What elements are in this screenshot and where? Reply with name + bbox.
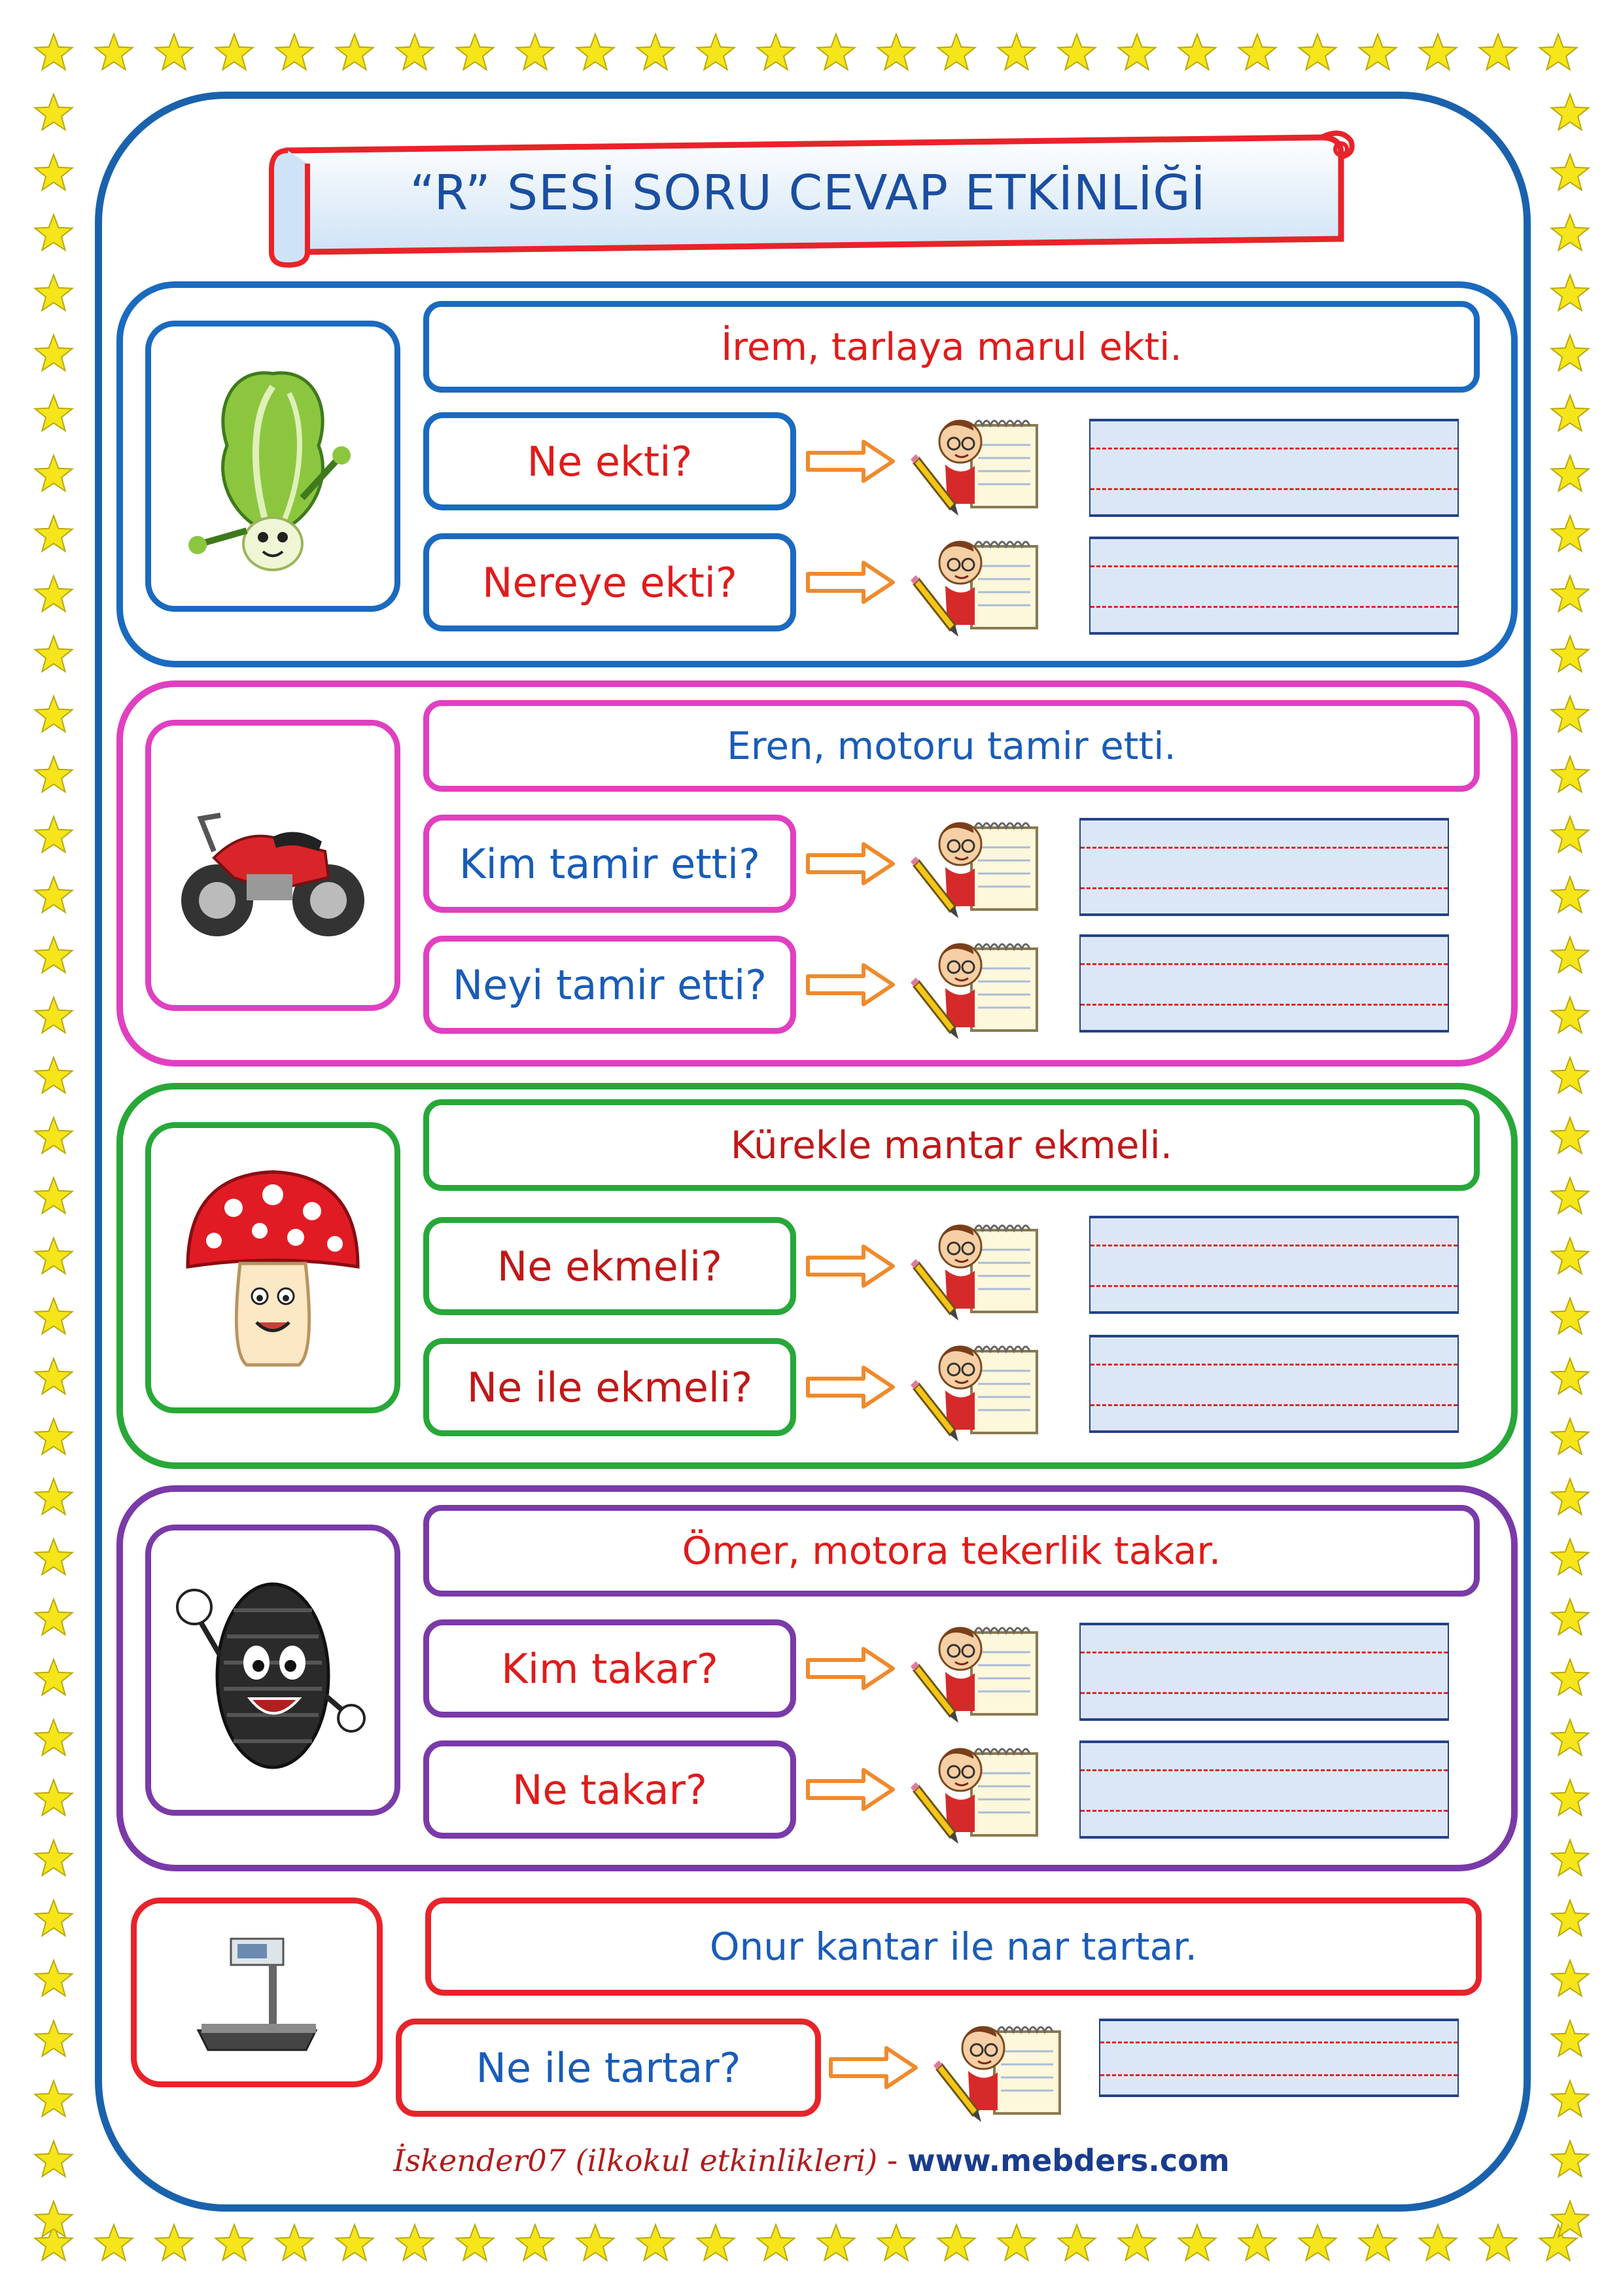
star-icon [1552,696,1589,732]
star-icon [35,154,73,190]
star-icon [35,1479,73,1514]
scale-icon [185,1926,329,2059]
guide-line [1091,488,1457,490]
guide-line [1091,1245,1457,1246]
star-icon [35,2225,73,2260]
question-box: Ne ile tartar? [396,2019,821,2117]
star-icon [276,2225,313,2260]
question-box: Ne ekmeli? [423,1217,796,1315]
star-icon [35,877,73,912]
star-icon [96,34,133,69]
star-icon [35,1118,73,1153]
star-icon [1552,1599,1589,1634]
star-icon [1552,215,1589,250]
star-icon [1552,395,1589,431]
star-icon [1552,1419,1589,1454]
star-icon [1552,1780,1589,1815]
answer-lines[interactable] [1089,537,1459,635]
star-icon [216,34,253,69]
star-icon [1552,275,1589,310]
star-icon [1299,34,1336,69]
star-icon [1179,2225,1216,2260]
pencil-notepad-icon [909,1734,1047,1845]
star-icon [35,696,73,732]
arrow-right-icon [805,1646,896,1691]
star-icon [396,2225,434,2260]
star-icon [276,34,313,69]
star-icon [1239,34,1276,69]
star-icon [35,1298,73,1333]
star-icon [35,1238,73,1273]
star-icon [1552,1057,1589,1093]
star-icon [156,34,193,69]
pencil-notepad-icon [909,406,1047,517]
star-icon [1552,1720,1589,1755]
sentence-box: Ömer, motora tekerlik takar. [423,1505,1480,1597]
arrow-right-icon [805,1243,896,1289]
answer-lines[interactable] [1089,419,1459,517]
star-icon [35,1840,73,1875]
motorcycle-icon [175,779,371,952]
star-icon [1359,34,1397,69]
star-icon [1058,2225,1096,2260]
pencil-notepad-icon [932,2012,1070,2123]
star-icon [1552,455,1589,491]
guide-line [1100,2074,1457,2076]
page-title: “R” SESİ SORU CEVAP ETKİNLİĞİ [410,165,1206,221]
star-icon [1552,877,1589,912]
answer-lines[interactable] [1079,1623,1449,1721]
pencil-notepad-icon [909,808,1047,919]
question-box: Ne ile ekmeli? [423,1338,796,1436]
star-icon [35,937,73,972]
star-icon [1552,756,1589,792]
star-icon [1552,2081,1589,2116]
star-icon [1552,1298,1589,1333]
star-icon [1552,1118,1589,1153]
star-icon [35,636,73,671]
star-icon [35,1057,73,1093]
star-icon [637,34,674,69]
star-icon [35,34,73,69]
star-icon [818,2225,855,2260]
footer-site-link[interactable]: www.mebders.com [907,2143,1230,2178]
guide-line [1081,1651,1448,1653]
star-icon [1552,997,1589,1033]
picture-box [131,1898,383,2087]
pencil-notepad-icon [909,527,1047,638]
arrow-right-icon [828,2045,919,2091]
question-box: Ne ekti? [423,412,796,510]
footer-separator: - [877,2143,908,2178]
star-icon [457,2225,494,2260]
star-icon [1552,1960,1589,1996]
star-icon [1420,2225,1457,2260]
arrow-right-icon [805,438,896,484]
star-icon [1420,34,1457,69]
star-icon [1552,335,1589,370]
star-icon [35,817,73,852]
question-box: Kim tamir etti? [423,815,796,913]
star-icon [998,2225,1036,2260]
star-icon [1359,2225,1397,2260]
star-icon [1552,1178,1589,1213]
star-icon [1552,1900,1589,1935]
star-icon [1119,34,1156,69]
star-icon [1552,1539,1589,1574]
star-icon [35,2081,73,2116]
star-icon [336,2225,374,2260]
lettuce-icon [175,347,371,586]
arrow-right-icon [805,559,896,605]
star-icon [1552,636,1589,671]
star-icon [1239,2225,1276,2260]
arrow-right-icon [805,841,896,887]
star-icon [35,1358,73,1394]
star-icon [1552,1479,1589,1514]
question-box: Nereye ekti? [423,533,796,631]
star-icon [216,2225,253,2260]
guide-line [1091,1285,1457,1287]
picture-box [145,720,400,1011]
star-icon [697,34,735,69]
star-icon [35,516,73,551]
picture-box [145,321,400,612]
arrow-right-icon [805,962,896,1008]
star-icon [1480,34,1517,69]
star-icon [35,275,73,310]
star-icon [1480,2225,1517,2260]
star-icon [35,1599,73,1634]
guide-line [1081,1769,1448,1771]
guide-line [1081,1692,1448,1694]
tire-icon [175,1564,371,1776]
star-icon [156,2225,193,2260]
arrow-right-icon [805,1364,896,1410]
star-icon [1058,34,1096,69]
star-icon [35,1419,73,1454]
star-icon [336,34,374,69]
guide-line [1081,1810,1448,1812]
star-icon [457,34,494,69]
star-icon [1552,937,1589,972]
star-icon [1552,1358,1589,1394]
star-icon [517,34,554,69]
star-icon [697,2225,735,2260]
star-icon [1552,1659,1589,1695]
guide-line [1091,565,1457,567]
answer-lines[interactable] [1089,1335,1459,1433]
star-icon [998,34,1036,69]
question-box: Neyi tamir etti? [423,936,796,1034]
star-icon [878,2225,915,2260]
star-icon [35,576,73,611]
star-icon [35,997,73,1033]
star-icon [35,756,73,792]
star-icon [35,215,73,250]
star-icon [1552,94,1589,130]
star-icon [35,1659,73,1695]
star-icon [35,94,73,130]
star-icon [35,1780,73,1815]
star-icon [577,2225,614,2260]
footer [0,2143,1623,2178]
star-icon [517,2225,554,2260]
pencil-notepad-icon [909,929,1047,1040]
star-icon [35,1720,73,1755]
star-icon [1299,2225,1336,2260]
star-icon [35,395,73,431]
star-icon [938,2225,975,2260]
star-icon [35,455,73,491]
answer-lines[interactable] [1099,2019,1459,2097]
guide-line [1081,963,1448,965]
star-icon [1552,516,1589,551]
star-icon [1552,1840,1589,1875]
star-icon [577,34,614,69]
question-box: Ne takar? [423,1740,796,1839]
star-icon [1552,1238,1589,1273]
star-icon [1552,576,1589,611]
star-icon [938,34,975,69]
star-icon [1552,2021,1589,2056]
star-icon [1552,154,1589,190]
guide-line [1091,1364,1457,1366]
guide-line [1081,887,1448,889]
answer-lines[interactable] [1089,1216,1459,1314]
guide-line [1091,1404,1457,1406]
sentence-box: Onur kantar ile nar tartar. [425,1898,1482,1996]
star-icon [878,34,915,69]
pencil-notepad-icon [909,1210,1047,1322]
footer-author: İskender07 (ilkokul etkinlikleri) [393,2143,878,2178]
arrow-right-icon [805,1767,896,1812]
sentence-box: Eren, motoru tamir etti. [423,700,1480,792]
mushroom-icon [175,1156,371,1381]
star-icon [396,34,434,69]
picture-box [145,1525,400,1816]
guide-line [1081,847,1448,849]
guide-line [1081,1004,1448,1006]
star-icon [35,1900,73,1935]
star-icon [35,1178,73,1213]
picture-box [145,1122,400,1413]
guide-line [1091,448,1457,450]
pencil-notepad-icon [909,1332,1047,1443]
star-icon [1540,34,1577,69]
star-icon [637,2225,674,2260]
sentence-box: Kürekle mantar ekmeli. [423,1099,1480,1191]
answer-lines[interactable] [1079,818,1449,916]
pencil-notepad-icon [909,1613,1047,1724]
star-icon [35,1539,73,1574]
answer-lines[interactable] [1079,1740,1449,1839]
answer-lines[interactable] [1079,934,1449,1033]
star-icon [1552,817,1589,852]
star-icon [35,335,73,370]
star-icon [818,34,855,69]
star-icon [758,2225,795,2260]
guide-line [1100,2041,1457,2043]
star-icon [35,2021,73,2056]
guide-line [1091,606,1457,608]
star-icon [758,34,795,69]
star-icon [1179,34,1216,69]
star-icon [96,2225,133,2260]
star-icon [35,1960,73,1996]
sentence-box: İrem, tarlaya marul ekti. [423,301,1480,393]
star-icon [1119,2225,1156,2260]
question-box: Kim takar? [423,1619,796,1718]
